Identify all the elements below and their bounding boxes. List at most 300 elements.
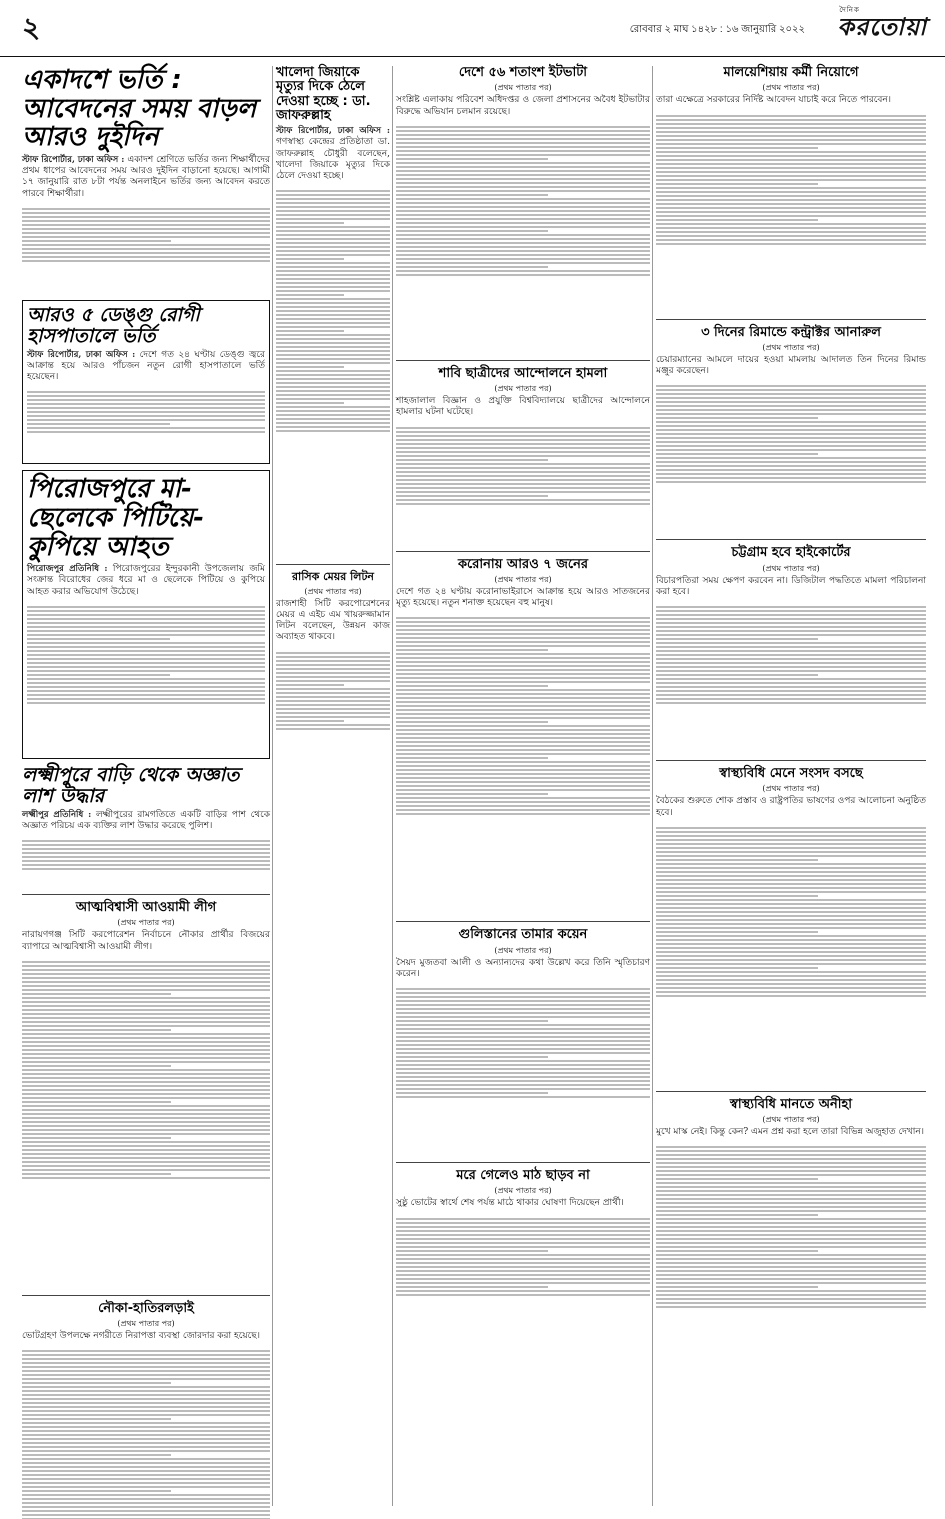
text-line: [656, 1206, 926, 1208]
text-line: [396, 170, 650, 172]
text-line: [396, 1262, 650, 1264]
text-line: [276, 306, 390, 308]
text-line: [27, 690, 265, 692]
text-line: [396, 218, 650, 220]
text-line: [656, 979, 926, 981]
body-text-block: [22, 959, 270, 1289]
text-line: [396, 1286, 548, 1288]
text-line: [276, 358, 390, 360]
article-rasik: [276, 571, 390, 769]
divider: [656, 319, 926, 320]
continuation-note: (প্রথম পাতার পর): [762, 563, 820, 573]
text-line: [22, 1029, 171, 1031]
text-line: [656, 975, 926, 977]
text-line: [656, 191, 926, 193]
text-line: [656, 469, 926, 471]
text-line: [22, 1057, 270, 1059]
body-text-block: [22, 1348, 270, 1519]
text-line: [656, 449, 926, 451]
text-line: [396, 1032, 650, 1034]
text-line: [396, 250, 650, 252]
text-line: [396, 1008, 650, 1010]
text-line: [656, 887, 926, 889]
text-line: [396, 1258, 650, 1260]
text-line: [396, 1234, 650, 1236]
text-line: [396, 1004, 650, 1006]
text-line: [396, 499, 650, 501]
body-text-block: [656, 604, 926, 754]
body-text-block: [396, 425, 650, 545]
text-line: [656, 405, 926, 407]
text-line: [396, 262, 650, 264]
article-malaysia: [656, 66, 926, 313]
text-line: [27, 411, 265, 413]
text-line: [656, 159, 926, 161]
text-line: [396, 805, 650, 807]
article-admission: [22, 66, 270, 294]
text-line: [656, 935, 926, 937]
text-line: [656, 654, 926, 656]
text-line: [656, 919, 926, 921]
text-line: [22, 1418, 171, 1420]
text-line: [656, 1302, 926, 1304]
text-line: [22, 1514, 270, 1516]
text-line: [656, 1274, 926, 1276]
text-line: [276, 322, 390, 324]
divider: [22, 1295, 270, 1296]
text-line: [656, 971, 926, 973]
text-line: [396, 1096, 650, 1098]
text-line: [22, 1149, 270, 1151]
text-line: [276, 704, 390, 706]
text-line: [656, 385, 926, 387]
text-line: [656, 843, 926, 845]
text-line: [656, 927, 926, 929]
text-line: [656, 875, 926, 877]
text-line: [396, 773, 650, 775]
text-line: [396, 475, 650, 477]
text-line: [22, 1486, 270, 1488]
text-line: [22, 1089, 270, 1091]
text-line: [396, 641, 650, 643]
text-line: [27, 431, 265, 433]
text-line: [656, 987, 926, 989]
text-line: [656, 1170, 926, 1172]
text-line: [276, 708, 390, 710]
text-line: [22, 1153, 270, 1155]
text-line: [656, 239, 926, 241]
text-line: [656, 939, 926, 941]
text-line: [27, 423, 170, 425]
text-line: [656, 831, 926, 833]
text-line: [22, 840, 270, 842]
text-line: [656, 175, 926, 177]
text-line: [656, 1234, 926, 1236]
article-body: [276, 126, 390, 182]
text-line: [396, 158, 548, 160]
text-line: [396, 130, 650, 132]
text-line: [396, 443, 650, 445]
text-line: [396, 645, 650, 647]
text-line: [396, 797, 650, 799]
text-line: [22, 1434, 270, 1436]
text-line: [396, 246, 650, 248]
article-awami: [22, 901, 270, 1289]
text-line: [22, 208, 270, 210]
text-line: [656, 835, 926, 837]
text-line: [22, 252, 270, 254]
text-line: [27, 682, 265, 684]
text-line: [656, 131, 926, 133]
text-line: [656, 1226, 926, 1228]
text-line: [396, 194, 548, 196]
text-line: [276, 724, 390, 726]
text-line: [22, 844, 270, 846]
article-math: [396, 1169, 650, 1336]
body-text-block: [22, 838, 270, 888]
text-line: [656, 702, 926, 704]
text-line: [656, 195, 926, 197]
text-line: [656, 445, 926, 447]
text-line: [22, 1498, 270, 1500]
text-line: [656, 1166, 926, 1168]
text-line: [396, 455, 650, 457]
text-line: [22, 1466, 270, 1468]
text-line: [276, 230, 390, 232]
text-line: [396, 1060, 650, 1062]
text-line: [22, 1113, 270, 1115]
text-line: [396, 1064, 650, 1066]
text-line: [276, 302, 390, 304]
text-line: [22, 1406, 270, 1408]
article-body: [22, 810, 270, 833]
text-line: [22, 1454, 171, 1456]
text-line: [656, 1158, 926, 1160]
text-line: [396, 725, 650, 727]
text-line: [276, 414, 390, 416]
article-body: [27, 564, 265, 598]
text-line: [22, 1478, 270, 1480]
text-line: [22, 1370, 270, 1372]
text-line: [656, 1282, 926, 1284]
text-line: [22, 1390, 270, 1392]
text-line: [276, 664, 390, 666]
byline: স্টাফ রিপোর্টার, ঢাকা অফিস :: [27, 349, 136, 360]
column-b: [276, 66, 390, 770]
text-line: [396, 1266, 650, 1268]
text-line: [27, 403, 265, 405]
text-line: [656, 219, 818, 221]
text-line: [656, 698, 926, 700]
text-line: [396, 1242, 650, 1244]
continuation-note: (প্রথম পাতার পর): [762, 83, 820, 93]
text-line: [22, 1049, 270, 1051]
text-line: [656, 183, 818, 185]
text-line: [22, 1157, 270, 1159]
text-line: [656, 895, 818, 897]
text-line: [396, 214, 650, 216]
text-line: [656, 215, 926, 217]
lead: মুখে মাস্ক নেই। কিন্তু কেন? এমন প্রশ্ন করা হলে তারা বিভিন্ন অজুহাত দেখান।: [656, 1127, 924, 1138]
text-line: [396, 1036, 650, 1038]
text-line: [396, 1238, 650, 1240]
text-line: [656, 634, 926, 636]
column-c: [396, 66, 650, 1336]
text-line: [22, 1037, 270, 1039]
text-line: [22, 1109, 270, 1111]
text-line: [22, 1462, 270, 1464]
text-line: [22, 1430, 270, 1432]
text-line: [656, 481, 926, 483]
text-line: [22, 1362, 270, 1364]
continuation-note: (প্রথম পাতার পর): [494, 384, 552, 394]
text-line: [656, 855, 926, 857]
text-line: [276, 198, 390, 200]
text-line: [22, 1033, 270, 1035]
byline: পিরোজপুর প্রতিনিধি :: [27, 564, 108, 575]
text-line: [396, 729, 650, 731]
text-line: [656, 907, 926, 909]
logo-small: দৈনিক: [839, 6, 860, 14]
text-line: [22, 1414, 270, 1416]
text-line: [656, 171, 926, 173]
text-line: [22, 1021, 270, 1023]
text-line: [396, 202, 650, 204]
continuation-note: (প্রথম পাতার পর): [762, 1115, 820, 1125]
text-line: [396, 705, 650, 707]
text-line: [396, 1092, 548, 1094]
headline: মরে গেলেও মাঠ ছাড়ব না: [456, 1168, 590, 1184]
text-line: [396, 174, 650, 176]
text-line: [22, 1398, 270, 1400]
divider: [22, 894, 270, 895]
text-line: [396, 1012, 650, 1014]
lead: তারা এক্ষেত্রে সরকারের নির্দিষ্ট আবেদন যাচাই করে নিতে পারবেন।: [656, 95, 891, 106]
text-line: [396, 665, 650, 667]
text-line: [22, 1125, 270, 1127]
text-line: [276, 716, 390, 718]
text-line: [656, 943, 926, 945]
text-line: [656, 995, 926, 997]
text-line: [656, 1258, 926, 1260]
text-line: [656, 477, 926, 479]
text-line: [396, 166, 650, 168]
text-line: [276, 672, 390, 674]
text-line: [656, 1222, 926, 1224]
text-line: [656, 690, 926, 692]
text-line: [656, 614, 926, 616]
text-line: [396, 1226, 650, 1228]
text-line: [396, 1068, 650, 1070]
text-line: [396, 274, 650, 276]
text-line: [22, 1382, 171, 1384]
text-line: [396, 206, 650, 208]
lead: নারায়ণগঞ্জ সিটি করপোরেশন নির্বাচনে নৌকার প্রার্থীর বিজয়ের ব্যাপারে আত্মবিশ্বাসী আওয়ামী লীগ।: [22, 930, 270, 952]
text-line: [656, 839, 926, 841]
text-line: [656, 1278, 926, 1280]
text-line: [396, 1278, 650, 1280]
text-line: [276, 354, 390, 356]
text-line: [396, 653, 650, 655]
text-line: [656, 967, 818, 969]
text-line: [656, 642, 926, 644]
text-line: [656, 638, 818, 640]
text-line: [396, 785, 650, 787]
text-line: [656, 1230, 926, 1232]
text-line: [27, 630, 265, 632]
text-line: [656, 1246, 926, 1248]
text-line: [656, 397, 926, 399]
text-line: [396, 1044, 650, 1046]
text-line: [656, 622, 926, 624]
text-line: [396, 270, 650, 272]
text-line: [656, 1210, 926, 1212]
text-line: [656, 203, 926, 205]
text-line: [276, 422, 390, 424]
lead: সৈয়দ মুজতবা আলী ও অন্যান্যদের কথা উল্লেখ করে তিনি স্মৃতিচারণ করেন।: [396, 957, 650, 979]
text-line: [22, 1105, 270, 1107]
text-line: [27, 678, 265, 680]
text-line: [656, 1286, 818, 1288]
text-line: [276, 398, 390, 400]
text-line: [656, 630, 926, 632]
text-line: [22, 1013, 270, 1015]
lead: রাজশাহী সিটি করপোরেশনের মেয়র এ এইচ এম খায়রুজ্জামান লিটন বলেছেন, উন্নয়ন কাজ অব্যাহত থাকবে।: [276, 598, 390, 643]
continuation-note: (প্রথম পাতার পর): [494, 1186, 552, 1196]
text-line: [656, 606, 926, 608]
text-line: [656, 983, 926, 985]
text-line: [276, 338, 390, 340]
text-line: [276, 202, 390, 204]
text-line: [396, 487, 650, 489]
text-line: [396, 1282, 650, 1284]
text-line: [656, 199, 926, 201]
text-line: [22, 1081, 270, 1083]
text-line: [396, 1020, 548, 1022]
text-line: [656, 1194, 926, 1196]
text-line: [276, 374, 390, 376]
headline: স্বাস্থ্যবিধি মানতে অনীহা: [729, 1096, 853, 1112]
article-mante: [656, 1098, 926, 1395]
text-line: [656, 955, 926, 957]
text-line: [656, 235, 926, 237]
continuation-note: (প্রথম পাতার পর): [494, 574, 552, 584]
headline: খালেদা জিয়াকে মৃত্যুর দিকে ঠেলে দেওয়া হচ্ছে : ডা. জাফরুল্লাহ: [276, 65, 371, 123]
text-line: [396, 503, 650, 505]
text-line: [396, 1270, 650, 1272]
text-line: [22, 256, 270, 258]
lead: সংশ্লিষ্ট এলাকায় পরিবেশ অধিদপ্তর ও জেলা প্রশাসনের অবৈধ ইটভাটার বিরুদ্ধে অভিযান চলমান রয়েছে।: [396, 95, 650, 117]
text-line: [396, 649, 548, 651]
text-line: [27, 694, 265, 696]
byline: স্টাফ রিপোর্টার, ঢাকা অফিস :: [22, 154, 125, 165]
text-line: [22, 961, 270, 963]
text-line: [22, 1510, 270, 1512]
text-line: [656, 1306, 926, 1308]
text-line: [656, 147, 818, 149]
body-text-block: [276, 650, 390, 770]
text-line: [396, 789, 650, 791]
divider: [396, 1162, 650, 1163]
text-line: [396, 1080, 650, 1082]
text-line: [396, 126, 650, 128]
article-shabi: [396, 367, 650, 545]
text-line: [396, 146, 650, 148]
text-line: [396, 266, 548, 268]
text-line: [396, 709, 650, 711]
text-line: [22, 1121, 270, 1123]
text-line: [22, 965, 270, 967]
column-d: [656, 66, 926, 1394]
text-line: [22, 1025, 270, 1027]
text-line: [396, 733, 650, 735]
text-line: [396, 781, 650, 783]
text-line: [396, 625, 650, 627]
divider: [656, 539, 926, 540]
text-line: [396, 1250, 548, 1252]
text-line: [27, 658, 265, 660]
text-line: [22, 1446, 270, 1448]
text-line: [27, 618, 265, 620]
text-line: [22, 1001, 270, 1003]
text-line: [27, 698, 265, 700]
article-dengue: [22, 300, 270, 465]
text-line: [276, 274, 390, 276]
text-line: [396, 657, 650, 659]
text-line: [656, 947, 926, 949]
text-line: [656, 119, 926, 121]
column-rule: [392, 66, 393, 1506]
text-line: [656, 179, 926, 181]
article-sangsad: [656, 767, 926, 1085]
text-line: [656, 135, 926, 137]
text-line: [656, 618, 926, 620]
text-line: [656, 457, 926, 459]
text-line: [656, 453, 818, 455]
lead: পিরোজপুরের ইন্দুরকানী উপজেলায় জমি সংক্রান্ত বিরোধের জের ধরে মা ও ছেলেকে পিটিয়ে ও কুপিয়ে আহত করার অভিযোগ উঠেছে।: [27, 564, 266, 597]
text-line: [22, 1494, 270, 1496]
text-line: [396, 242, 650, 244]
text-line: [276, 294, 344, 296]
body-text-block: [656, 1144, 926, 1394]
text-line: [656, 911, 926, 913]
headline: শাবি ছাত্রীদের আন্দোলনে হামলা: [438, 365, 608, 381]
text-line: [656, 923, 926, 925]
text-line: [396, 1088, 650, 1090]
text-line: [22, 220, 270, 222]
text-line: [27, 702, 265, 704]
text-line: [656, 187, 926, 189]
text-line: [396, 186, 650, 188]
text-line: [656, 461, 926, 463]
text-line: [656, 879, 926, 881]
body-text-block: [27, 389, 265, 459]
text-line: [656, 1202, 926, 1204]
continuation-note: (প্রথম পাতার পর): [762, 784, 820, 794]
text-line: [656, 1254, 926, 1256]
text-line: [396, 463, 650, 465]
issue-date: রোববার ২ মাঘ ১৪২৮ : ১৬ জানুয়ারি ২০২২: [629, 24, 805, 35]
text-line: [656, 1262, 926, 1264]
lead: বৈঠকের শুরুতে শোক প্রস্তাব ও রাষ্ট্রপতির ভাষণের ওপর আলোচনা অনুষ্ঠিত হবে।: [656, 796, 926, 818]
text-line: [276, 668, 390, 670]
text-line: [396, 182, 650, 184]
continuation-note: (প্রথম পাতার পর): [117, 1319, 175, 1329]
text-line: [396, 427, 650, 429]
text-line: [396, 745, 650, 747]
text-line: [22, 1422, 270, 1424]
text-line: [276, 366, 344, 368]
